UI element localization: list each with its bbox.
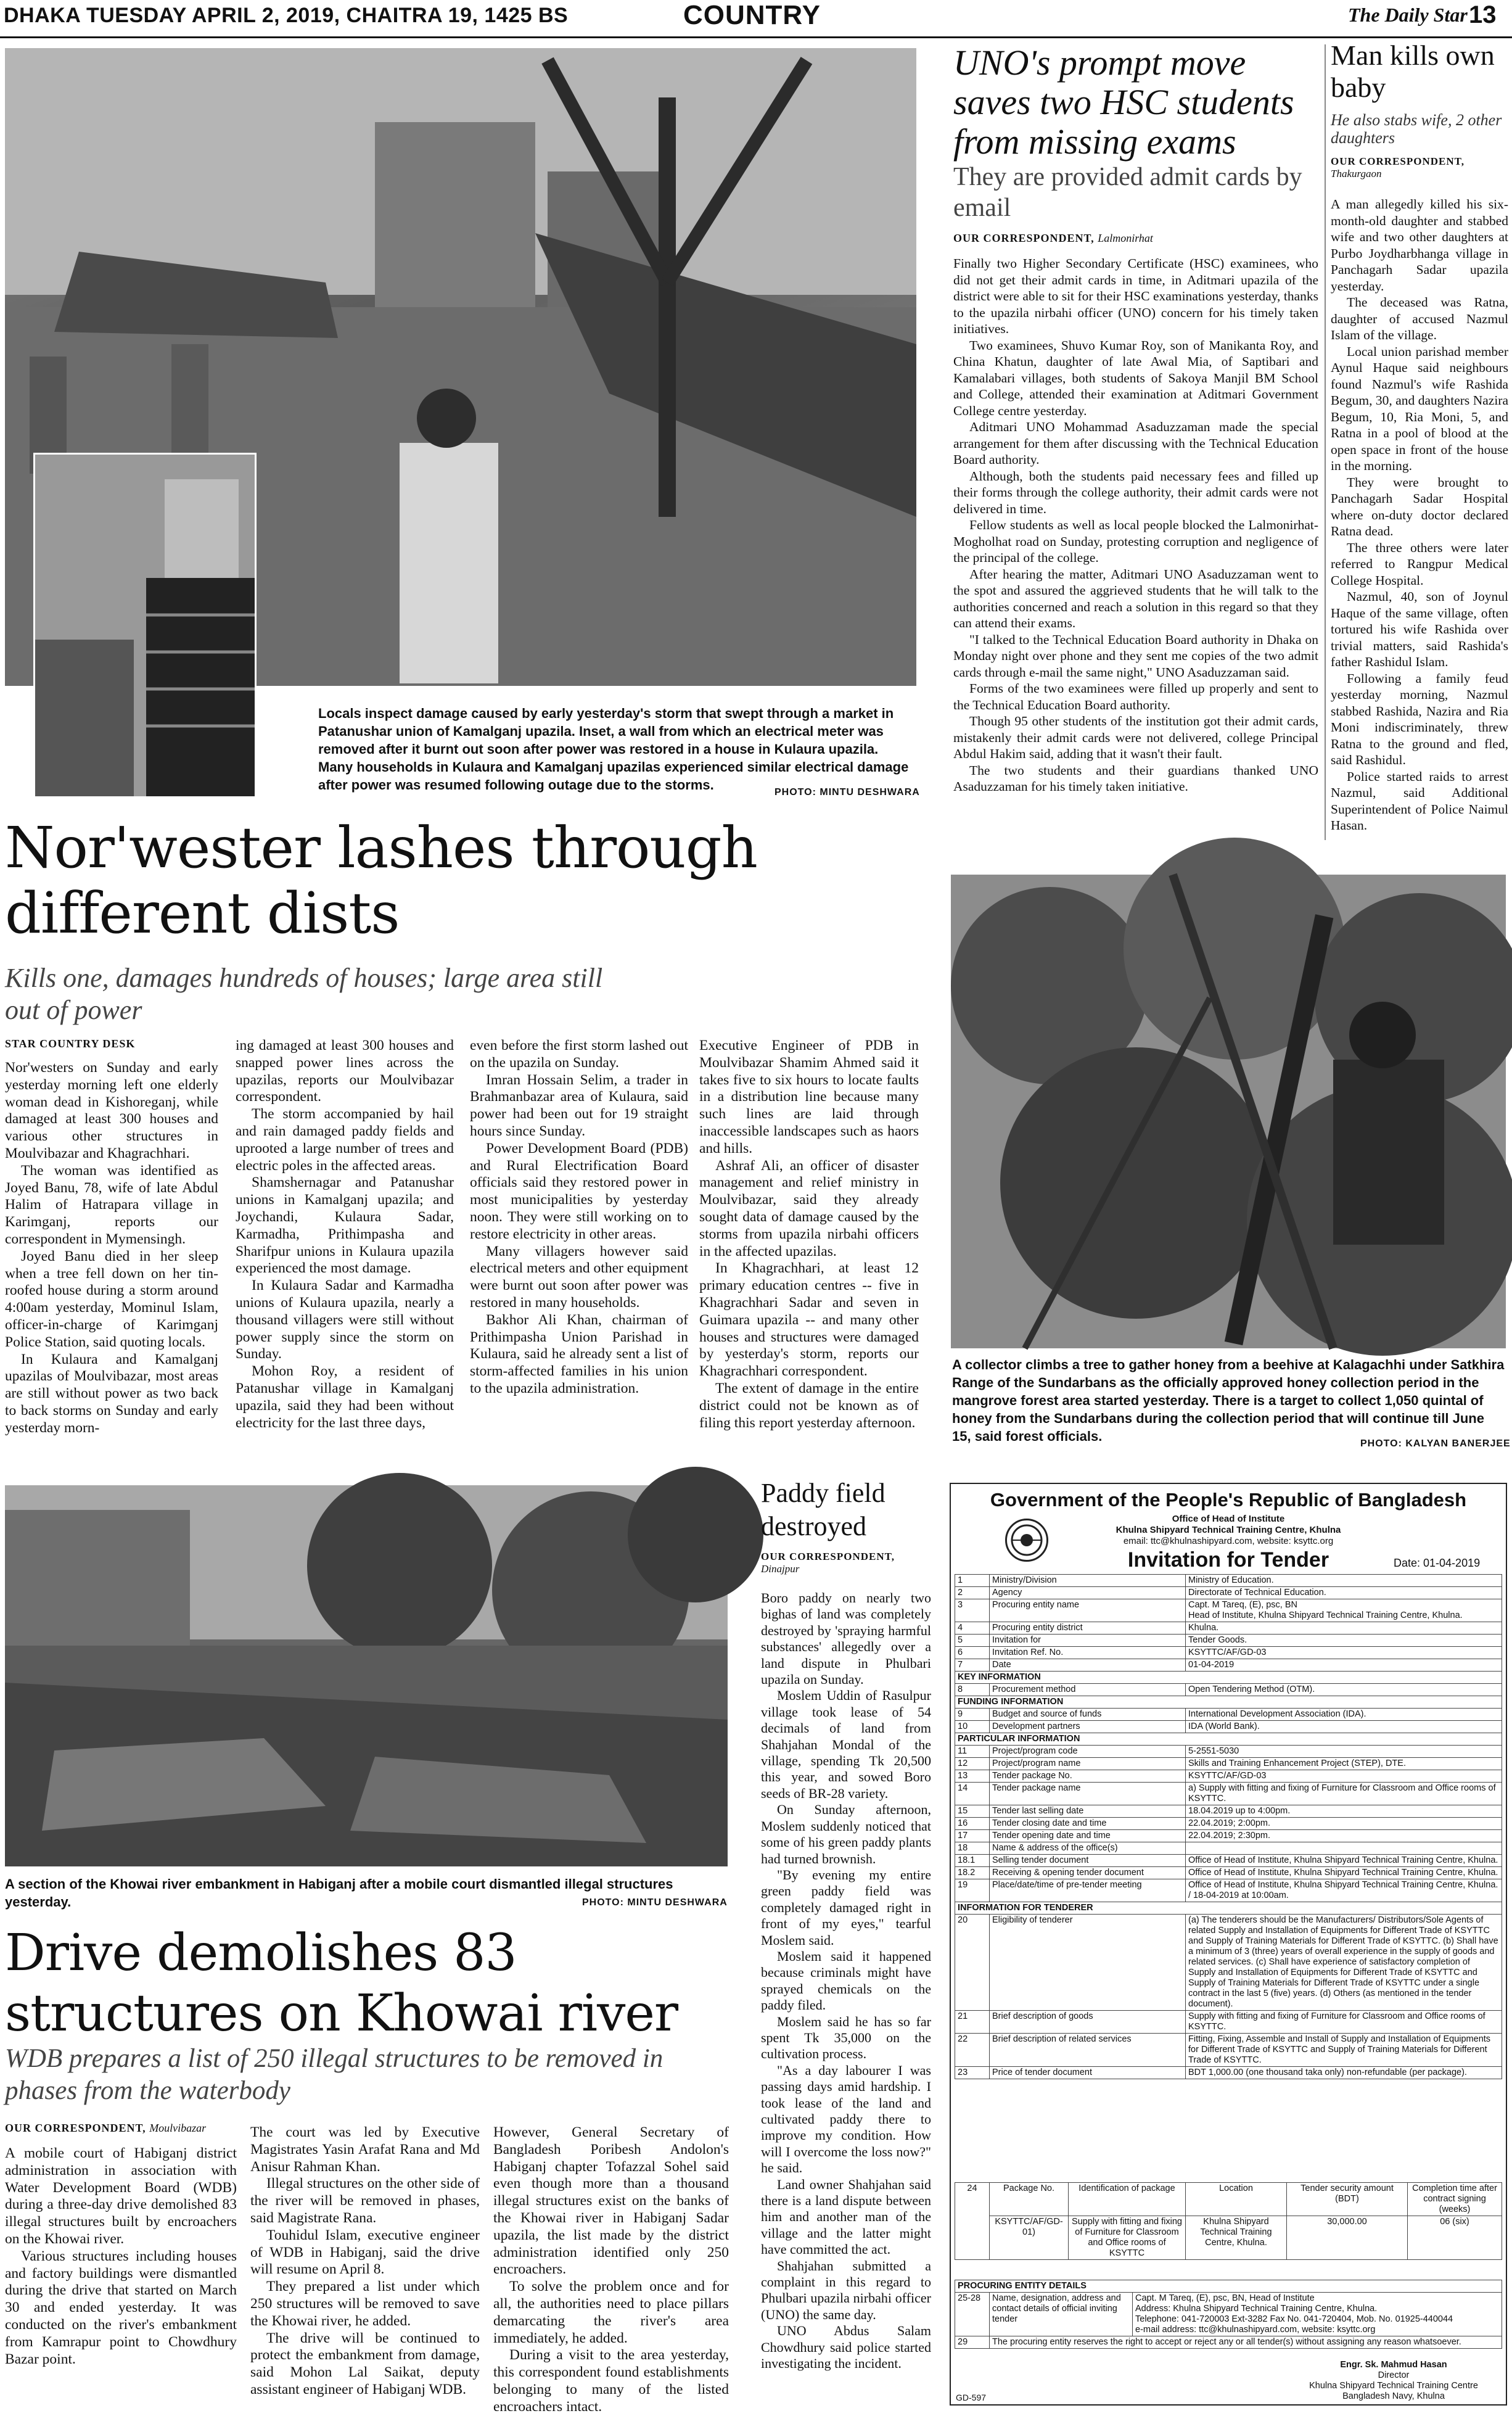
honey-photo-caption: A collector climbs a tree to gather honey from a beehive at Kalagachhi under Satkhira Range of the Sundarbans as the officially approved honey collection period in the mangrove forest area started yesterday. There is a target to collect 1,050 quintal of honey from the Sundarbans during the collection period that will continue till June 15, said forest officials. — [952, 1357, 1505, 1444]
section-header: INFORMATION FOR TENDERER — [955, 1902, 1502, 1915]
khowai-subhead: WDB prepares a list of 250 illegal structures to be removed in phases from the waterbody — [5, 2044, 664, 2105]
row-number: 18 — [955, 1842, 990, 1855]
row-value: Office of Head of Institute, Khulna Shipyard Technical Training Centre, Khulna. — [1186, 1867, 1502, 1879]
page-header — [0, 0, 1512, 38]
khowai-byline — [5, 2122, 206, 2135]
tender-row — [955, 1915, 1502, 2011]
paragraph: After hearing the matter, Aditmari UNO Asaduzzaman went to the spot and assured the aggrieved students that he will talk to the authorities concerned and reach a solution in this regard so that they can attend their exams. — [953, 566, 1318, 630]
paragraph: To solve the problem once and for all, the authorities need to place pillars demarcating the river's area immediately, he added. — [493, 2278, 729, 2346]
row-value: 18.04.2019 up to 4:00pm. — [1186, 1805, 1502, 1818]
row-value: IDA (World Bank). — [1186, 1721, 1502, 1733]
row-key: Budget and source of funds — [990, 1709, 1186, 1721]
procuring-entity-table — [955, 2280, 1502, 2349]
paragraph: During a visit to the area yesterday, this correspondent found establishments belonging to many of the listed encroachers intact. — [493, 2347, 729, 2415]
row-number: 21 — [955, 2011, 990, 2034]
row-key: Procuring entity name — [990, 1599, 1186, 1622]
tender-row — [955, 1758, 1502, 1770]
row-key: Date — [990, 1659, 1186, 1672]
paragraph: The woman was identified as Joyed Banu, 78, wife of late Abdul Halim of Hatrapara village in Karimganj, reports our correspondent in Mymensingh. — [5, 1162, 218, 1247]
man-kills-subhead: He also stabs wife, 2 other daughters — [1331, 111, 1502, 147]
dateline: DHAKA TUESDAY APRIL 2, 2019, CHAITRA 19, 1425 BS — [4, 4, 569, 27]
page-number: 13 — [1469, 1, 1497, 28]
row-key: Name, designation, address and contact details of official inviting tender — [990, 2293, 1133, 2336]
paragraph: The deceased was Ratna, daughter of accused Nazmul Islam of the village. — [1331, 295, 1508, 342]
package-location: Khulna Shipyard Technical Training Centre, Khulna. — [1186, 2216, 1287, 2260]
row-value: Tender Goods. — [1186, 1635, 1502, 1647]
paragraph: "By evening my entire green paddy field was completely damaged right in front of my eyes," tearful Moslem said. — [761, 1866, 931, 1948]
package-security: 30,000.00 — [1287, 2216, 1408, 2260]
row-value: The procuring entity reserves the right to accept or reject any or all tender(s) without assigning any reason whatsoever. — [990, 2336, 1502, 2349]
row-value: Khulna. — [1186, 1622, 1502, 1635]
section-header: PROCURING ENTITY DETAILS — [955, 2280, 1502, 2293]
tender-row — [955, 1842, 1502, 1855]
row-number: 18.1 — [955, 1855, 990, 1867]
paragraph: A man allegedly killed his six-month-old daughter and stabbed wife and two other daughters at Purbo Joydharbhanga village in Panchagarh Sadar upazila yesterday. — [1331, 197, 1508, 294]
tender-row — [955, 2011, 1502, 2034]
section-header-row — [955, 1672, 1502, 1684]
row-number: 24 — [955, 2183, 990, 2260]
paragraph: Various structures including houses and factory buildings were dismantled during the drive that started on March 30 and ended yesterday. It was conducted on the river's embankment from Kamrapur point to Chowdhury Bazar point. — [5, 2248, 237, 2367]
paragraph: Nazmul, 40, son of Joynul Haque of the same village, often tortured his wife Rashida over trivial matters, said Rashida's father Rashidul Islam. — [1331, 589, 1508, 669]
uno-headline: UNO's prompt move saves two HSC students from missing exams — [953, 43, 1294, 162]
man-kills-byline — [1331, 155, 1510, 180]
paragraph: Two examinees, Shuvo Kumar Roy, son of Manikanta Roy, and China Khatun, daughter of late Awal Mia, of Saptibari and Kamalabari villages, both students of Sakoya Manjil BM School and College, attended their examination at Aditmari Government College centre yesterday. — [953, 337, 1318, 418]
row-key: Price of tender document — [990, 2067, 1186, 2079]
byline-dateline: Dinajpur — [761, 1563, 800, 1575]
row-number: 10 — [955, 1721, 990, 1733]
row-number: 23 — [955, 2067, 990, 2079]
paragraph: Finally two Higher Secondary Certificate (HSC) examinees, who did not get their admit cards in time, in Aditmari upazila of the district were able to sit for their HSC examinations yesterday, thanks to the upazila nirbahi officer (UNO) concern for his timely taken initiatives. — [953, 256, 1318, 336]
row-key: Place/date/time of pre-tender meeting — [990, 1879, 1186, 1902]
row-value: 22.04.2019; 2:30pm. — [1186, 1830, 1502, 1842]
signatory-centre: Khulna Shipyard Technical Training Centre — [1309, 2381, 1478, 2391]
row-number: 16 — [955, 1818, 990, 1830]
uno-subhead: They are provided admit cards by email — [953, 163, 1302, 222]
byline-text: OUR CORRESPONDENT, — [1331, 155, 1465, 167]
official-address: Address: Khulna Shipyard Technical Training Centre, Khulna. — [1135, 2304, 1378, 2314]
honey-collector-photo — [951, 875, 1506, 1348]
paragraph: Ashraf Ali, an officer of disaster management and relief ministry in Moulvibazar, said they already sought data of damage caused by the storms from upazila nirbahi officers in the affected upazilas. — [699, 1157, 919, 1260]
row-value: Skills and Training Enhancement Project (STEP), DTE. — [1186, 1758, 1502, 1770]
norwester-headline: Nor'wester lashes through different dists — [5, 815, 757, 946]
tender-row — [955, 1721, 1502, 1733]
embankment-photo-caption: A section of the Khowai river embankment in Habiganj after a mobile court dismantled illegal structures yesterday. — [5, 1876, 673, 1910]
row-value — [1186, 1842, 1502, 1855]
row-key: Brief description of related services — [990, 2034, 1186, 2067]
package-header: Location — [1186, 2183, 1287, 2216]
row-key: Ministry/Division — [990, 1575, 1186, 1587]
row-number: 2 — [955, 1587, 990, 1599]
paragraph: Illegal structures on the other side of the river will be removed in phases, said Magistrate Rana. — [250, 2175, 480, 2226]
tender-row — [955, 1830, 1502, 1842]
row-key: Selling tender document — [990, 1855, 1186, 1867]
tender-table — [955, 1574, 1502, 2079]
row-value: Office of Head of Institute, Khulna Shipyard Technical Training Centre, Khulna. — [1186, 1855, 1502, 1867]
package-completion: 06 (six) — [1408, 2216, 1502, 2260]
paragraph: Boro paddy on nearly two bighas of land was completely destroyed by 'spraying harmful substances' allegedly over a land dispute in Phulbari upazila on Sunday. — [761, 1590, 931, 1688]
row-key: Invitation for — [990, 1635, 1186, 1647]
paddy-headline: Paddy field destroyed — [761, 1478, 885, 1541]
tender-row — [955, 2034, 1502, 2067]
row-number: 13 — [955, 1770, 990, 1783]
paragraph: Nor'westers on Sunday and early yesterday morning left one elderly woman dead in Kishoreganj, while damaged at least 300 houses and various other structures in Moulvibazar and Khagrachhari. — [5, 1060, 218, 1161]
row-value — [1133, 2293, 1502, 2336]
norwester-column-3 — [470, 1037, 688, 1454]
row-key: Procurement method — [990, 1684, 1186, 1696]
row-key: Agency — [990, 1587, 1186, 1599]
embankment-photo-credit: PHOTO: MINTU DESHWARA — [582, 1897, 728, 1908]
row-key: Eligibility of tenderer — [990, 1915, 1186, 2011]
byline-text: OUR CORRESPONDENT, — [953, 232, 1095, 244]
paragraph: Shahjahan submitted a complaint in this regard to Phulbari upazila nirbahi officer (UNO) the same day. — [761, 2257, 931, 2322]
paragraph: Imran Hossain Selim, a trader in Brahmanbazar area of Kulaura, said power had been out for 19 straight hours since Sunday. — [470, 1071, 688, 1139]
row-value: Supply with fitting and fixing of Furniture for Classroom and Office rooms of KSYTTC. — [1186, 2011, 1502, 2034]
package-table — [955, 2182, 1502, 2260]
row-key: Name & address of the office(s) — [990, 1842, 1186, 1855]
paragraph: Touhidul Islam, executive engineer of WDB in Habiganj, said the drive will resume on April 8. — [250, 2227, 480, 2278]
storm-photo-credit: PHOTO: MINTU DESHWARA — [774, 787, 920, 798]
paragraph: The court was led by Executive Magistrates Yasin Arafat Rana and Md Anisur Rahman Khan. — [250, 2124, 480, 2175]
row-value: Directorate of Technical Education. — [1186, 1587, 1502, 1599]
byline-dateline: Lalmonirhat — [1098, 232, 1153, 244]
tender-row — [955, 1770, 1502, 1783]
paragraph: Bakhor Ali Khan, chairman of Prithimpasha Union Parishad in Kulaura, said he already sent a list of storm-affected families in his union to the upazila administration. — [470, 1311, 688, 1396]
paragraph: They prepared a list under which 250 structures will be removed to save the Khowai river, he added. — [250, 2278, 480, 2329]
official-name: Capt. M Tareq, (E), psc, BN, Head of Institute — [1135, 2293, 1315, 2303]
tender-title: Invitation for Tender — [1127, 1548, 1329, 1572]
tender-row — [955, 1855, 1502, 1867]
row-value: 22.04.2019; 2:00pm. — [1186, 1818, 1502, 1830]
signatory-location: Bangladesh Navy, Khulna — [1342, 2391, 1445, 2401]
row-number: 19 — [955, 1879, 990, 1902]
paragraph: A mobile court of Habiganj district administration in association with Water Development Board (WDB) during a three-day drive demolished 83 illegal structures built by encroachers on the Khowai river. — [5, 2145, 237, 2247]
package-row — [955, 2216, 1502, 2260]
khowai-headline: Drive demolishes 83 structures on Khowai river — [5, 1924, 678, 2043]
tender-office: Office of Head of Institute — [1172, 1514, 1285, 1524]
newspaper-logo: The Daily Star — [1348, 4, 1468, 26]
paragraph: On Sunday afternoon, Moslem suddenly noticed that some of his green paddy plants had turned brownish. — [761, 1802, 931, 1866]
paragraph: even before the first storm lashed out on the upazila on Sunday. — [470, 1037, 688, 1071]
tender-date: Date: 01-04-2019 — [1394, 1557, 1481, 1569]
paragraph: Forms of the two examinees were filled up properly and sent to the Technical Education Board authority. — [953, 681, 1318, 712]
paragraph: Although, both the students paid necessary fees and filled up their forms through the college authority, their admit cards were not delivered in time. — [953, 468, 1318, 516]
norwester-column-4 — [699, 1037, 919, 1454]
package-header: Completion time after contract signing (weeks) — [1408, 2183, 1502, 2216]
section-header: FUNDING INFORMATION — [955, 1696, 1502, 1709]
signatory-name: Engr. Sk. Mahmud Hasan — [1340, 2360, 1447, 2370]
signature-block — [1284, 2360, 1503, 2402]
tender-notice — [950, 1483, 1507, 2406]
package-header: Package No. — [990, 2183, 1069, 2216]
paragraph: Moslem said he has so far spent Tk 35,000 on the cultivation process. — [761, 2013, 931, 2062]
tender-row — [955, 1575, 1502, 1587]
byline-dateline: Thakurgaon — [1331, 168, 1382, 179]
package-identification: Supply with fitting and fixing of Furniture for Classroom and Office rooms of KSYTTC — [1069, 2216, 1186, 2260]
paragraph: They were brought to Panchagarh Sadar Hospital where on-duty doctor declared Ratna dead. — [1331, 474, 1508, 538]
row-key: Invitation Ref. No. — [990, 1647, 1186, 1659]
tender-row — [955, 1783, 1502, 1805]
row-value: BDT 1,000.00 (one thousand taka only) non-refundable (per package). — [1186, 2067, 1502, 2079]
row-value: KSYTTC/AF/GD-03 — [1186, 1647, 1502, 1659]
tender-row — [955, 2067, 1502, 2079]
tender-row — [955, 1587, 1502, 1599]
row-number: 12 — [955, 1758, 990, 1770]
row-number: 7 — [955, 1659, 990, 1672]
byline-dateline: Moulvibazar — [149, 2122, 207, 2134]
row-key: Tender opening date and time — [990, 1830, 1186, 1842]
row-key: Receiving & opening tender document — [990, 1867, 1186, 1879]
tender-row — [955, 1818, 1502, 1830]
inset-wall-photo — [33, 453, 257, 798]
tender-row — [955, 1635, 1502, 1647]
paragraph: "As a day labourer I was passing days amid hardship. I took lease of the land and cultivated paddy there to improve my condition. How will I overcome the loss now?" he said. — [761, 2062, 931, 2176]
row-value: 5-2551-5030 — [1186, 1746, 1502, 1758]
row-value: Capt. M Tareq, (E), psc, BN Head of Institute, Khulna Shipyard Technical Training Centre, Khulna. — [1186, 1599, 1502, 1622]
tender-row — [955, 1867, 1502, 1879]
paragraph: The two students and their guardians thanked UNO Asaduzzaman for his timely taken initiative. — [953, 762, 1318, 794]
row-value: (a) The tenderers should be the Manufacturers/ Distributors/Sole Agents of related Supply and Installation of Equipments for Different Trade of KSYTTC and Supply of Training Materials for Different Trade of KSYTTC. (b) Shall have a minimum of 3 (three) years of overall experience in the supply of goods and related services. (c) Shall have experience of satisfactory completion of Supply and Installation of Equipments for Different Trade of KSYTTC and Supply of Training Materials for Different Trade of KSYTTC under a single contract in the last 5 (five) years. (d) Others (as mentioned in the tender document). — [1186, 1915, 1502, 2011]
row-key: Tender package No. — [990, 1770, 1186, 1783]
paragraph: Moslem Uddin of Rasulpur village took lease of 54 decimals of land from Shahjahan Mondal of the village, spending Tk 20,500 this year, and sowed Boro seeds of BR-28 variety. — [761, 1688, 931, 1801]
row-key: Project/program code — [990, 1746, 1186, 1758]
section-header: PARTICULAR INFORMATION — [955, 1733, 1502, 1746]
row-value: Fitting, Fixing, Assemble and Install of Supply and Installation of Equipments for Different Trade of KSYTTC and Supply of Training Materials for Different Trade of KSYTTC. — [1186, 2034, 1502, 2067]
package-header: Tender security amount (BDT) — [1287, 2183, 1408, 2216]
tender-row — [955, 1805, 1502, 1818]
paragraph: In Kulaura Sadar and Karmadha unions of Kulaura upazila, nearly a thousand villagers were still without power supply since the storm on Sunday. — [236, 1277, 454, 1363]
paddy-byline — [761, 1551, 931, 1575]
paragraph: "I talked to the Technical Education Board authority in Dhaka on Monday night over phone and they sent me copies of the two admit cards through e-mail the same night," UNO Asaduzzaman said. — [953, 632, 1318, 680]
row-key: Tender package name — [990, 1783, 1186, 1805]
tender-row — [955, 1684, 1502, 1696]
tender-row — [955, 1622, 1502, 1635]
norwester-column-1 — [5, 1060, 218, 1454]
row-number: 4 — [955, 1622, 990, 1635]
section-header-row — [955, 1696, 1502, 1709]
paragraph: Power Development Board (PDB) and Rural Electrification Board officials said they restored power in most municipalities by yesterday noon. They were still working on to restore electricity in other areas. — [470, 1140, 688, 1242]
row-key: Development partners — [990, 1721, 1186, 1733]
paragraph: The three others were later referred to Rangpur Medical College Hospital. — [1331, 540, 1508, 588]
paragraph: UNO Abdus Salam Chowdhury said police started investigating the incident. — [761, 2323, 931, 2372]
man-kills-headline: Man kills own baby — [1331, 39, 1495, 103]
tender-row — [955, 1647, 1502, 1659]
tender-row — [955, 1879, 1502, 1902]
row-key: Brief description of goods — [990, 2011, 1186, 2034]
paragraph: Many villagers however said electrical meters and other equipment were burnt out soon after power was restored in many households. — [470, 1243, 688, 1311]
byline-text: OUR CORRESPONDENT, — [5, 2122, 146, 2134]
section-header-row — [955, 1733, 1502, 1746]
honey-photo-credit: PHOTO: KALYAN BANERJEE — [1360, 1438, 1511, 1449]
row-value: KSYTTC/AF/GD-03 — [1186, 1770, 1502, 1783]
norwester-column-2 — [236, 1037, 454, 1454]
paragraph: Fellow students as well as local people blocked the Lalmonirhat-Mogholhat road on Sunday, protesting corruption and negligence of the principal of the college. — [953, 517, 1318, 565]
paragraph: Executive Engineer of PDB in Moulvibazar Shamim Ahmed said it takes five to six hours to locate faults in a distribution line because many such lines are laid through inaccessible landscapes such as haors and hills. — [699, 1037, 919, 1156]
row-value: International Development Association (IDA). — [1186, 1709, 1502, 1721]
package-header: Identification of package — [1069, 2183, 1186, 2216]
man-kills-body — [1331, 196, 1508, 841]
row-value: Open Tendering Method (OTM). — [1186, 1684, 1502, 1696]
paragraph: Though 95 other students of the institution got their admit cards, mistakenly their admit cards were not delivered, college Principal Abdul Hakim said, adding that it wasn't their fault. — [953, 714, 1318, 761]
paragraph: Local union parishad member Aynul Haque said neighbours found Nazmul's wife Rashida Begum, 30, and daughters Nazira Begum, 10, Ria Moni, 5, and Ratna in a pool of blood at the open space in front of the house in the morning. — [1331, 344, 1508, 473]
paragraph: Shamshernagar and Patanushar unions in Kamalganj upazila; and Joychandi, Kulaura Sadar, Karmadha, Prithimpasha and Sharifpur unions in Kulaura upazila experienced the most damage. — [236, 1174, 454, 1277]
row-number: 22 — [955, 2034, 990, 2067]
row-number: 29 — [955, 2336, 990, 2349]
paddy-body — [761, 1590, 931, 2406]
row-number: 5 — [955, 1635, 990, 1647]
row-number: 11 — [955, 1746, 990, 1758]
norwester-byline: STAR COUNTRY DESK — [5, 1037, 136, 1050]
row-number: 14 — [955, 1783, 990, 1805]
paragraph: However, General Secretary of Bangladesh Poribesh Andolon's Habiganj chapter Tofazzal Sohel said even though more than a thousand illegal structures exist on the banks of the Khowai river in Habiganj Sadar upazila, the list made by the district administration identified only 250 encroachers. — [493, 2124, 729, 2278]
row-number: 20 — [955, 1915, 990, 2011]
paragraph: The storm accompanied by hail and rain damaged paddy fields and uprooted a large number of trees and electric poles in the affected areas. — [236, 1106, 454, 1174]
row-value: Ministry of Education. — [1186, 1575, 1502, 1587]
row-number: 25-28 — [955, 2293, 990, 2336]
paragraph: ing damaged at least 300 houses and snapped power lines across the upazilas, reports our Moulvibazar correspondent. — [236, 1037, 454, 1105]
official-email: e-mail address: ttc@khulnashipyard.com, website: ksyttc.org — [1135, 2325, 1376, 2335]
gd-number: GD-597 — [956, 2393, 987, 2402]
paragraph: Joyed Banu died in her sleep when a tree fell down on her tin-roofed house during a storm around 4:00am yesterday, Mominul Islam, officer-in-charge of Karimganj Police Station, said quoting locals. — [5, 1248, 218, 1350]
khowai-column-3 — [493, 2124, 729, 2415]
row-number: 8 — [955, 1684, 990, 1696]
row-number: 17 — [955, 1830, 990, 1842]
row-key: Tender closing date and time — [990, 1818, 1186, 1830]
row-number: 15 — [955, 1805, 990, 1818]
row-number: 6 — [955, 1647, 990, 1659]
paragraph: Moslem said it happened because criminals might have sprayed chemicals on the paddy filed. — [761, 1948, 931, 2013]
tender-government-title: Government of the People's Republic of Bangladesh — [990, 1489, 1467, 1511]
signatory-title: Director — [1378, 2370, 1410, 2380]
section-header: KEY INFORMATION — [955, 1672, 1502, 1684]
norwester-subhead: Kills one, damages hundreds of houses; large area still out of power — [5, 963, 603, 1025]
paragraph: Mohon Roy, a resident of Patanushar village in Kamalganj upazila, said they had been without electricity for the last three days, — [236, 1363, 454, 1431]
paragraph: Aditmari UNO Mohammad Asaduzzaman made the special arrangement for them after discussing with the Technical Education Board authority. — [953, 419, 1318, 467]
section-header-row — [955, 1902, 1502, 1915]
paragraph: In Khagrachhari, at least 12 primary education centres -- five in Khagrachhari Sadar and seven in Guimara upazila -- and many other houses and structures were damaged by yesterday's storm, reports our Khagrachhari correspondent. — [699, 1260, 919, 1380]
paragraph: Land owner Shahjahan said there is a land dispute between him and another man of the village and the latter might have committed the act. — [761, 2176, 931, 2257]
row-number: 18.2 — [955, 1867, 990, 1879]
tender-email: email: ttc@khulnashipyard.com, website: ksyttc.org — [1123, 1536, 1334, 1546]
row-value: 01-04-2019 — [1186, 1659, 1502, 1672]
row-number: 1 — [955, 1575, 990, 1587]
embankment-photo — [5, 1485, 728, 1866]
row-value: Office of Head of Institute, Khulna Shipyard Technical Training Centre, Khulna. / 18-04-2019 at 10:00am. — [1186, 1879, 1502, 1902]
khowai-column-2 — [250, 2124, 480, 2404]
tender-row — [955, 1599, 1502, 1622]
row-number: 9 — [955, 1709, 990, 1721]
paragraph: The drive will be continued to protect the embankment from damage, said Mohon Lal Saikat, deputy assistant engineer of Habiganj WDB. — [250, 2330, 480, 2397]
tender-row — [955, 1659, 1502, 1672]
tender-centre: Khulna Shipyard Technical Training Centre, Khulna — [1116, 1525, 1341, 1535]
row-number: 3 — [955, 1599, 990, 1622]
paragraph: Police started raids to arrest Nazmul, said Additional Superintendent of Police Naimul Hasan. — [1331, 769, 1508, 833]
official-telephone: Telephone: 041-720003 Ext-3282 Fax No. 041-720404, Mob. No. 01925-440044 — [1135, 2314, 1453, 2324]
uno-body — [953, 255, 1318, 841]
column-rule — [1325, 44, 1326, 840]
khowai-column-1 — [5, 2145, 237, 2404]
storm-photo-caption: Locals inspect damage caused by early yesterday's storm that swept through a market in Patanushar union of Kamalganj upazila. Inset, a wall from which an electrical meter was removed after it burnt out soon after power was restored in a house in Kulaura upazila. Many households in Kulaura and Kamalganj upazilas experienced similar electrical damage after power was resumed following outage due to the storms. — [318, 706, 909, 793]
row-key: Procuring entity district — [990, 1622, 1186, 1635]
paragraph: The extent of damage in the entire district could not be known as of filing this report yesterday afternoon. — [699, 1380, 919, 1431]
section-title: COUNTRY — [683, 0, 821, 30]
paragraph: Following a family feud yesterday morning, Nazmul stabbed Rashida, Nazira and Ria Moni indiscriminately, threw Ratna to the ground and fled, said Rashidul. — [1331, 670, 1508, 767]
tender-row — [955, 1709, 1502, 1721]
row-key: Project/program name — [990, 1758, 1186, 1770]
byline-text: OUR CORRESPONDENT, — [761, 1551, 895, 1562]
row-value: a) Supply with fitting and fixing of Furniture for Classroom and Office rooms of KSYTTC. — [1186, 1783, 1502, 1805]
package-header-row — [955, 2183, 1502, 2216]
tender-row — [955, 1746, 1502, 1758]
row-key: Tender last selling date — [990, 1805, 1186, 1818]
package-number: KSYTTC/AF/GD-01) — [990, 2216, 1069, 2260]
paragraph: In Kulaura and Kamalganj upazilas of Moulvibazar, most areas are still without power as two back to back storms on Sunday and early yesterday morn- — [5, 1351, 218, 1436]
uno-byline — [953, 232, 1153, 245]
